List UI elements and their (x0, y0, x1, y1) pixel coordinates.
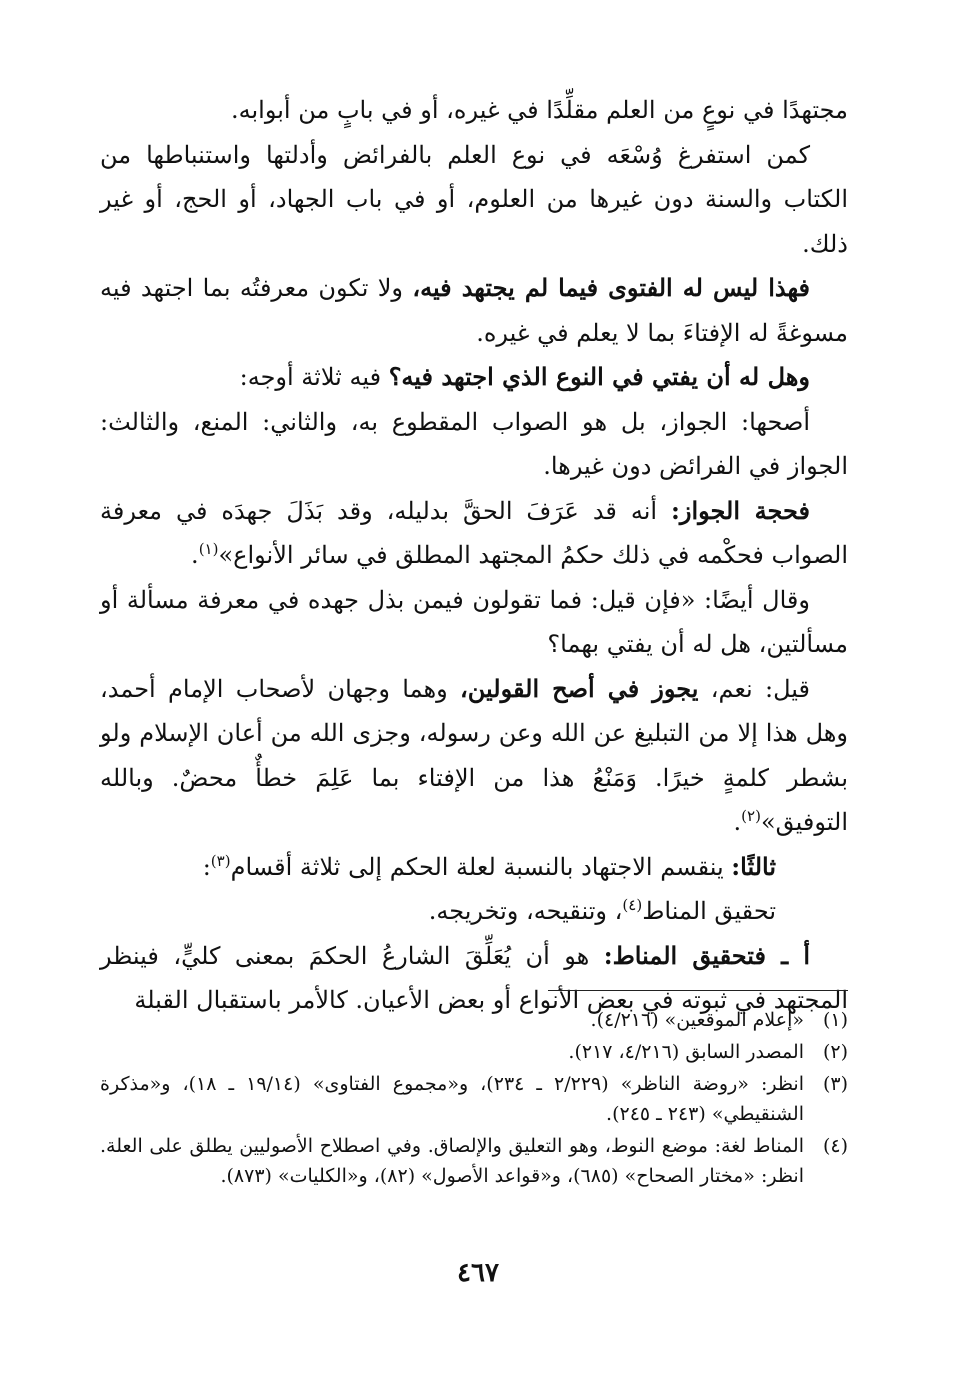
footnote-item: (٤) المناط لغة: موضع النوط، وهو التعليق والإلصاق. وفي اصطلاح الأصوليين يطلق على العلة. انظر: «مختار الصحاح» (٦٨٥)، و«قواعد الأصول» (٨٢)، و«الكليات» (٨٧٣). (100, 1135, 848, 1187)
footnote-ref-4: (٤) (622, 896, 643, 914)
paragraph-11: أ ـ فتحقيق المناط: هو أن يُعَلِّقَ الشارعُ الحكمَ بمعنى كليٍّ، فينظر المجتهد في ثبوته في بعض الأنواع أو بعض الأعيان. كالأمر باستقبال القبلة (100, 940, 848, 1014)
paragraph-6: فحجة الجواز: أنه قد عَرَفَ الحقَّ بدليله، وقد بَذَلَ جهدَه في معرفة الصواب فحكْمه في ذلك حكمُ المجتهد المطلق في سائر الأنواع»$^{(١)}$. (100, 495, 848, 569)
footnote-ref-1: (١) (198, 540, 219, 558)
footnote-item: (٢) المصدر السابق (٤/٢١٦، ٢١٧). (568, 1041, 848, 1063)
page-number: ٤٦٧ (457, 1258, 499, 1288)
paragraph-4: وهل له أن يفتي في النوع الذي اجتهد فيه؟ فيه ثلاثة أوجه: (239, 362, 810, 391)
paragraph-2: كمن استفرغ وُسْعَه في نوع العلم بالفرائض وأدلتها واستنباطها من الكتاب والسنة دون غيرها من العلوم، أو في باب الجهاد، أو الحج، أو غير ذلك. (100, 140, 848, 258)
footnote-item: (١) «إعلام الموقعين» (٤/٢١٦). (590, 1009, 848, 1031)
footnote-item: (٣) انظر: «روضة الناظر» (٢/٢٢٩ ـ ٢٣٤)، و«مجموع الفتاوى» (١٩/١٤ ـ ١٨)، و«مذكرة الشنقيطي» (٢٤٣ ـ ٢٤٥). (100, 1073, 848, 1125)
paragraph-3: فهذا ليس له الفتوى فيما لم يجتهد فيه، ولا تكون معرفتُه بما اجتهد فيه مسوغةً له الإفتاءَ بما لا يعلم في غيره. (100, 273, 848, 347)
footnote-ref-3: (٣) (210, 851, 231, 870)
footnote-separator (548, 990, 848, 991)
paragraph-1: مجتهدًا في نوعٍ من العلم مقلِّدًا في غيره، أو في بابٍ من أبوابه. (230, 96, 848, 124)
paragraph-10: تحقيق المناط$^{(٤)}$، وتنقيحه، وتخريجه. (428, 896, 776, 925)
footnotes (100, 1005, 848, 1193)
paragraph-8: قيل: نعم، يجوز في أصح القولين، وهما وجهان لأصحاب الإمام أحمد، وهل هذا إلا من التبليغ عن الله وعن رسوله، وجزى الله من أعان الإسلام ولو بشطر كلمةٍ خيرًا. وَمَنْعُ هذا من الإفتاء بما عَلِمَ خطأٌ محضٌ. وبالله التوفيق»$^{(٢)}$. (100, 673, 848, 836)
main-text (100, 88, 848, 1023)
paragraph-5: أصحها: الجواز، بل هو الصواب المقطوع به، والثاني: المنع، والثالث: الجواز في الفرائض دون غيرها. (100, 407, 848, 480)
footnote-ref-2: (٢) (741, 807, 761, 825)
paragraph-7: وقال أيضًا: «فإن قيل: فما تقولون فيمن بذل جهده في معرفة مسألة أو مسألتين، هل له أن يفتي بهما؟ (100, 585, 848, 658)
paragraph-9: ثالثًا: ينقسم الاجتهاد بالنسبة لعلة الحكم إلى ثلاثة أقسام$^{(٣)}$: (202, 851, 776, 881)
